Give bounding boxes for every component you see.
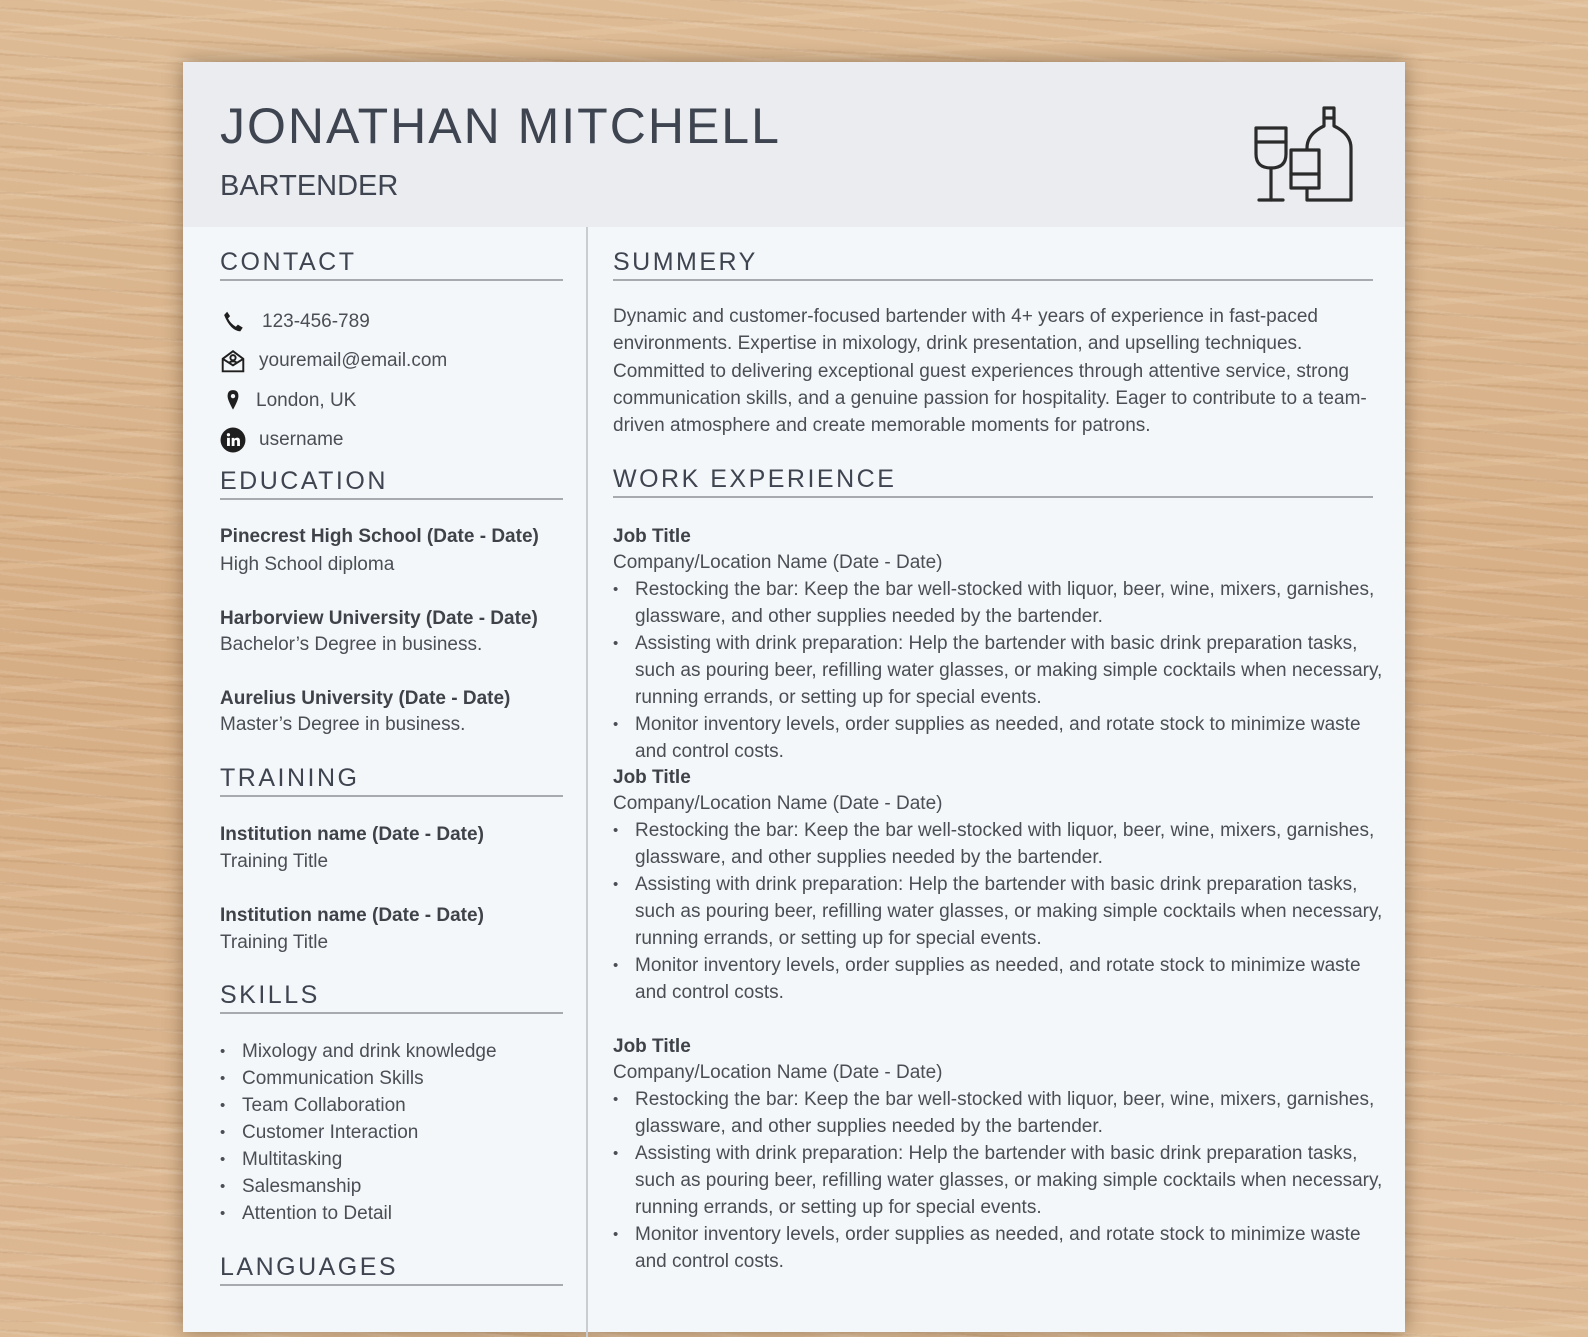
skill-item: • Salesmanship xyxy=(220,1173,560,1200)
phone-text: 123-456-789 xyxy=(262,311,370,332)
skills-list xyxy=(220,1038,560,1227)
linkedin-icon xyxy=(220,427,246,453)
contact-heading: CONTACT xyxy=(220,248,563,281)
training-title: Training Title xyxy=(220,851,329,872)
candidate-name: JONATHAN MITCHELL xyxy=(220,98,781,154)
job-entry xyxy=(613,1034,1383,1275)
job-bullet: • Restocking the bar: Keep the bar well-stocked with liquor, beer, wine, mixers, garnishes, glassware, and other supplies needed by the bartender. xyxy=(613,576,1383,630)
job-bullets xyxy=(613,817,1383,1006)
job-entry xyxy=(613,765,1383,1006)
column-divider xyxy=(586,227,588,1337)
job-title: Job Title xyxy=(613,767,691,788)
education-school: Harborview University (Date - Date) xyxy=(220,608,538,629)
skill-item: • Mixology and drink knowledge xyxy=(220,1038,560,1065)
job-bullet: • Monitor inventory levels, order supplies as needed, and rotate stock to minimize waste and control costs. xyxy=(613,952,1383,1006)
training-institution: Institution name (Date - Date) xyxy=(220,824,484,845)
location-pin-icon xyxy=(220,388,246,414)
languages-heading: LANGUAGES xyxy=(220,1253,563,1286)
education-school: Pinecrest High School (Date - Date) xyxy=(220,526,539,547)
education-degree: Bachelor’s Degree in business. xyxy=(220,634,483,655)
location-text: London, UK xyxy=(256,390,357,411)
work-heading: WORK EXPERIENCE xyxy=(613,465,1373,498)
training-heading: TRAINING xyxy=(220,764,563,797)
education-degree: Master’s Degree in business. xyxy=(220,714,466,735)
education-degree: High School diploma xyxy=(220,554,395,575)
training-institution: Institution name (Date - Date) xyxy=(220,905,484,926)
phone-icon xyxy=(220,309,246,335)
job-company: Company/Location Name (Date - Date) xyxy=(613,1062,943,1083)
candidate-role: BARTENDER xyxy=(220,170,399,202)
job-bullets xyxy=(613,1086,1383,1275)
job-bullet: • Restocking the bar: Keep the bar well-stocked with liquor, beer, wine, mixers, garnishes, glassware, and other supplies needed by the bartender. xyxy=(613,1086,1383,1140)
training-title: Training Title xyxy=(220,932,329,953)
envelope-user-icon xyxy=(220,348,246,374)
resume-page xyxy=(183,62,1405,1332)
linkedin-text: username xyxy=(259,429,344,450)
job-title: Job Title xyxy=(613,526,691,547)
skills-heading: SKILLS xyxy=(220,981,563,1014)
job-bullets xyxy=(613,576,1383,765)
resume-header xyxy=(183,62,1405,227)
job-entry xyxy=(613,524,1383,765)
summary-heading: SUMMERY xyxy=(613,248,1373,281)
job-bullet: • Monitor inventory levels, order supplies as needed, and rotate stock to minimize waste and control costs. xyxy=(613,1221,1383,1275)
education-school: Aurelius University (Date - Date) xyxy=(220,688,511,709)
skill-item: • Team Collaboration xyxy=(220,1092,560,1119)
wine-glass-bottle-icon xyxy=(1253,104,1363,214)
skill-item: • Customer Interaction xyxy=(220,1119,560,1146)
email-text: youremail@email.com xyxy=(259,350,448,371)
skill-item: • Attention to Detail xyxy=(220,1200,560,1227)
job-company: Company/Location Name (Date - Date) xyxy=(613,793,943,814)
job-bullet: • Assisting with drink preparation: Help the bartender with basic drink preparation tasks, such as pouring beer, refilling water glasses, or making simple cocktails when necessary, running errands, or setting up for special events. xyxy=(613,871,1383,952)
education-heading: EDUCATION xyxy=(220,467,563,500)
summary-text: Dynamic and customer-focused bartender with 4+ years of experience in fast-paced environments. Expertise in mixology, drink presentation, and upselling techniques. Committed to delivering exceptional guest experiences through attentive service, strong communication skills, and a genuine passion for hospitality. Eager to contribute to a team-driven atmosphere and create memorable moments for patrons. xyxy=(613,306,1367,437)
job-company: Company/Location Name (Date - Date) xyxy=(613,552,943,573)
job-bullet: • Monitor inventory levels, order supplies as needed, and rotate stock to minimize waste and control costs. xyxy=(613,711,1383,765)
job-bullet: • Restocking the bar: Keep the bar well-stocked with liquor, beer, wine, mixers, garnishes, glassware, and other supplies needed by the bartender. xyxy=(613,817,1383,871)
job-bullet: • Assisting with drink preparation: Help the bartender with basic drink preparation tasks, such as pouring beer, refilling water glasses, or making simple cocktails when necessary, running errands, or setting up for special events. xyxy=(613,1140,1383,1221)
job-title: Job Title xyxy=(613,1036,691,1057)
skill-item: • Communication Skills xyxy=(220,1065,560,1092)
skill-item: • Multitasking xyxy=(220,1146,560,1173)
job-bullet: • Assisting with drink preparation: Help the bartender with basic drink preparation tasks, such as pouring beer, refilling water glasses, or making simple cocktails when necessary, running errands, or setting up for special events. xyxy=(613,630,1383,711)
